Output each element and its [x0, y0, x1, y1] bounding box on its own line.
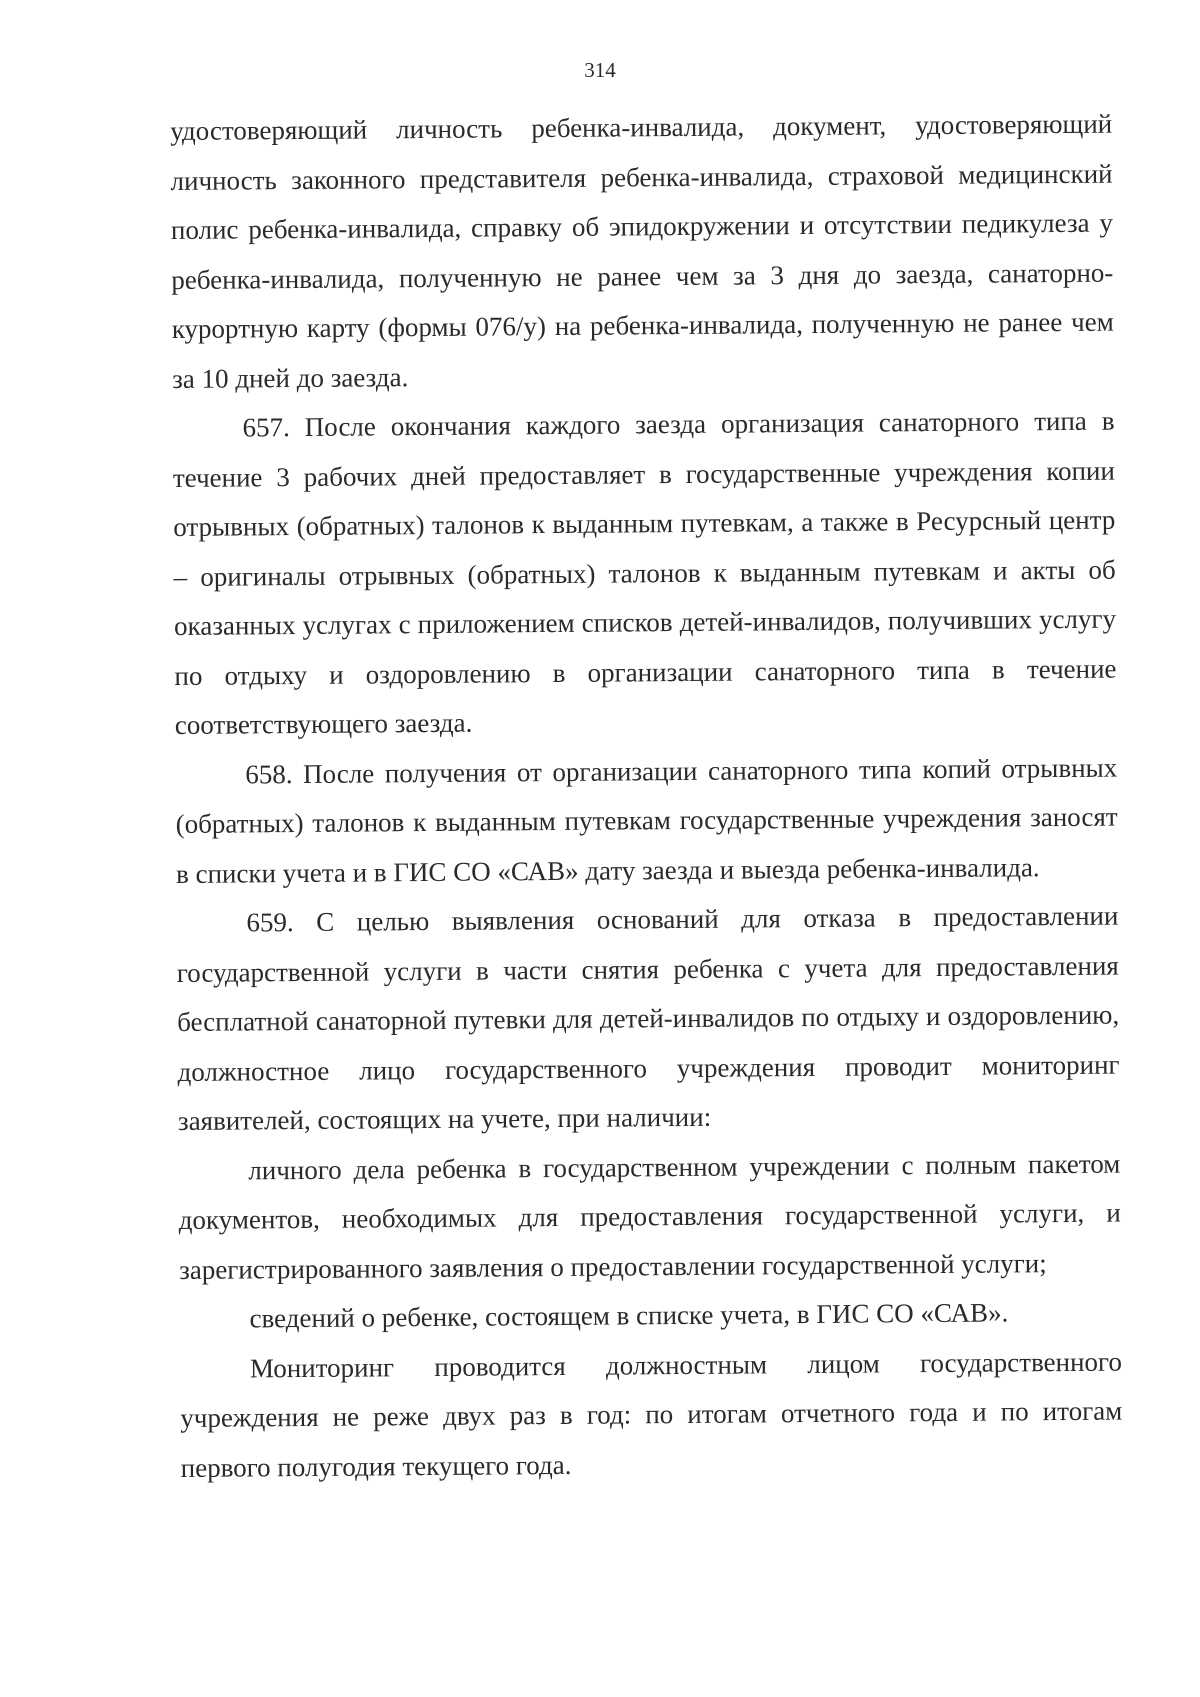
paragraph-personal-file: личного дела ребенка в государственном учреждении с полным пакетом документов, необходимых для предоставления государственной услуги, и зарегистрированного заявления о предоставлении государственной услуги;	[178, 1148, 1121, 1285]
paragraph-658: 658. После получения от организации санаторного типа копий отрывных (обратных) талонов к выданным путевкам государственные учреждения заносят в списки учета и в ГИС СО «САВ» дату заезда и выезда ребенка-инвалида.	[175, 752, 1118, 889]
page-number: 314	[584, 58, 616, 82]
paragraph-monitoring: Мониторинг проводится должностным лицом государственного учреждения не реже двух раз в год: по итогам отчетного года и по итогам первого полугодия текущего года.	[180, 1346, 1123, 1483]
document-body	[170, 100, 1123, 1493]
paragraph-657: 657. После окончания каждого заезда организация санаторного типа в течение 3 рабочих дней предоставляет в государственные учреждения копии отрывных (обратных) талонов к выданным путевкам, а также в Ресурсный центр – оригиналы отрывных (обратных) талонов к выданным путевкам и акты об оказанных услугах с приложением списков детей-инвалидов, получивших услугу по отдыху и оздоровлению в организации санаторного типа в течение соответствующего заезда.	[172, 405, 1117, 740]
paragraph-child-info: сведений о ребенке, состоящем в списке учета, в ГИС СО «САВ».	[249, 1297, 1009, 1334]
paragraph-659: 659. С целью выявления оснований для отказа в предоставлении государственной услуги в части снятия ребенка с учета для предоставления бесплатной санаторной путевки для детей-инвалидов по отдыху и оздоровлению, должностное лицо государственного учреждения проводит мониторинг заявителей, состоящих на учете, при наличии:	[176, 900, 1120, 1136]
paragraph-continuation: удостоверяющий личность ребенка-инвалида, документ, удостоверяющий личность законного представителя ребенка-инвалида, страховой медицинский полис ребенка-инвалида, справку об эпидокружении и отсутствии педикулеза у ребенка-инвалида, полученную не ранее чем за 3 дня до заезда, санаторно-курортную карту (формы 076/у) на ребенка-инвалида, полученную не ранее чем за 10 дней до заезда.	[170, 108, 1114, 394]
